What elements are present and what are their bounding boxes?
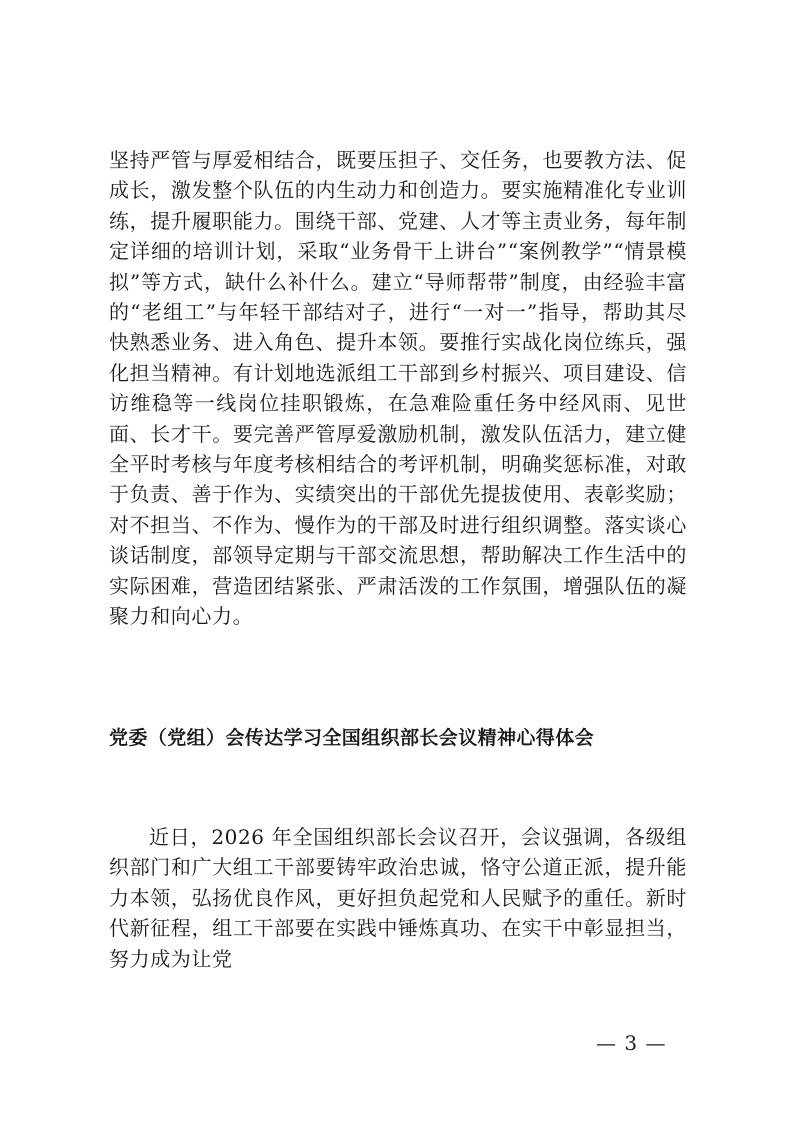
body-paragraph: 坚持严管与厚爱相结合，既要压担子、交任务，也要教方法、促成长，激发整个队伍的内生动力和创造力。要实施精准化专业训练，提升履职能力。围绕干部、党建、人才等主责业务，每年制定详细的培训计划，采取“业务骨干上讲台”“案例教学”“情景模拟”等方式，缺什么补什么。建立“导师帮带”制度，由经验丰富的“老组工”与年轻干部结对子，进行“一对一”指导，帮助其尽快熟悉业务、进入角色、提升本领。要推行实战化岗位练兵，强化担当精神。有计划地选派组工干部到乡村振兴、项目建设、信访维稳等一线岗位挂职锻炼，在急难险重任务中经风雨、见世面、长才干。要完善严管厚爱激励机制，激发队伍活力，建立健全平时考核与年度考核相结合的考评机制，明确奖惩标准，对敢于负责、善于作为、实绩突出的干部优先提拔使用、表彰奖励；对不担当、不作为、慢作为的干部及时进行组织调整。落实谈心谈话制度，部领导定期与干部交流思想，帮助解决工作生活中的实际困难，营造团结紧张、严肃活泼的工作氛围，增强队伍的凝聚力和向心力。 [109, 148, 687, 629]
section-heading: 党委（党组）会传达学习全国组织部长会议精神心得体会 [109, 727, 595, 749]
body-paragraph-intro: 近日，2026 年全国组织部长会议召开，会议强调，各级组织部门和广大组工干部要铸牢政治忠诚，恪守公道正派，提升能力本领，弘扬优良作风，更好担负起党和人民赋予的重任。新时代新征程，组工干部要在实践中锤炼真功、在实干中彰显担当，努力成为让党 [109, 825, 687, 971]
page-number: — 3 — [596, 1031, 667, 1055]
